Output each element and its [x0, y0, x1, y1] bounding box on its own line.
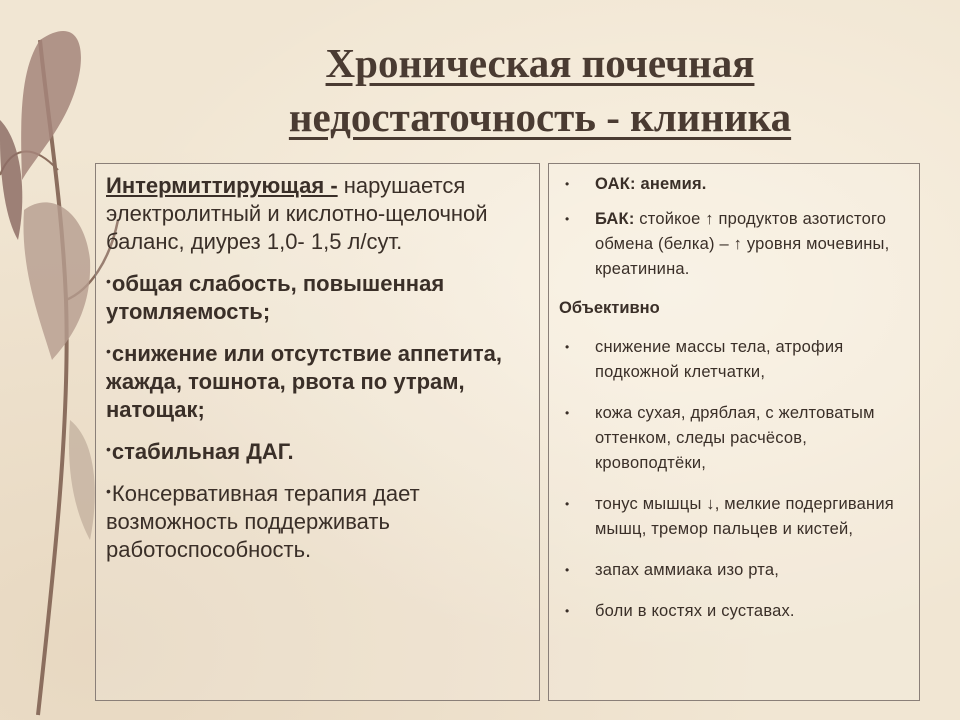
intermittent-stage-paragraph	[106, 172, 529, 256]
objective-item	[555, 401, 911, 476]
lab-label: ОАК: анемия.	[595, 175, 707, 193]
lab-list	[555, 172, 911, 282]
bullet-icon: •	[565, 563, 570, 577]
symptom-item	[106, 337, 529, 424]
bullet-icon: •	[565, 177, 570, 191]
lab-text: стойкое ↑ продуктов азотистого обмена (белка) – ↑ уровня мочевины, креатинина.	[595, 210, 890, 278]
symptom-text: снижение или отсутствие аппетита, жажда, тошнота, рвота по утрам, натощак;	[106, 341, 502, 422]
therapy-text: Консервативная терапия дает возможность поддерживать работоспособность.	[106, 481, 420, 562]
lab-label: БАК:	[595, 210, 635, 228]
objective-text: снижение массы тела, атрофия подкожной клетчатки,	[595, 338, 844, 381]
symptom-text: стабильная ДАГ.	[111, 439, 294, 464]
page-title	[160, 36, 920, 144]
title-line-2: недостаточность - клиника	[288, 94, 792, 140]
right-panel	[548, 163, 920, 701]
left-panel	[95, 163, 540, 701]
bullet-icon: •	[565, 212, 570, 226]
bullet-icon: •	[106, 343, 111, 359]
bullet-icon: •	[565, 340, 570, 354]
objective-heading: Объективно	[559, 299, 660, 317]
objective-item	[555, 335, 911, 385]
objective-item	[555, 492, 911, 542]
bullet-icon: •	[565, 497, 570, 511]
objective-text: боли в костях и суставах.	[595, 602, 795, 620]
bullet-icon: •	[565, 604, 570, 618]
lab-item-oak	[555, 172, 911, 197]
stage-description: нарушается электролитный и кислотно-щелочной баланс, диурез 1,0- 1,5 л/сут.	[106, 173, 488, 254]
objective-item	[555, 599, 911, 624]
bullet-icon: •	[106, 441, 111, 457]
therapy-item	[106, 477, 529, 564]
objective-item	[555, 558, 911, 583]
lab-item-bak	[555, 207, 911, 282]
objective-list	[555, 335, 911, 624]
bullet-icon: •	[106, 273, 111, 289]
title-line-1: Хроническая почечная	[325, 40, 755, 86]
bullet-icon: •	[565, 406, 570, 420]
symptom-item	[106, 435, 529, 466]
objective-text: запах аммиака изо рта,	[595, 561, 779, 579]
objective-text: кожа сухая, дряблая, с желтоватым оттенком, следы расчёсов, кровоподтёки,	[595, 404, 875, 472]
symptom-text: общая слабость, повышенная утомляемость;	[106, 271, 445, 324]
stage-name: Интермиттирующая -	[106, 173, 338, 198]
objective-text: тонус мышцы ↓, мелкие подергивания мышц, тремор пальцев и кистей,	[595, 495, 894, 538]
symptom-item	[106, 267, 529, 326]
bullet-icon: •	[106, 483, 111, 499]
